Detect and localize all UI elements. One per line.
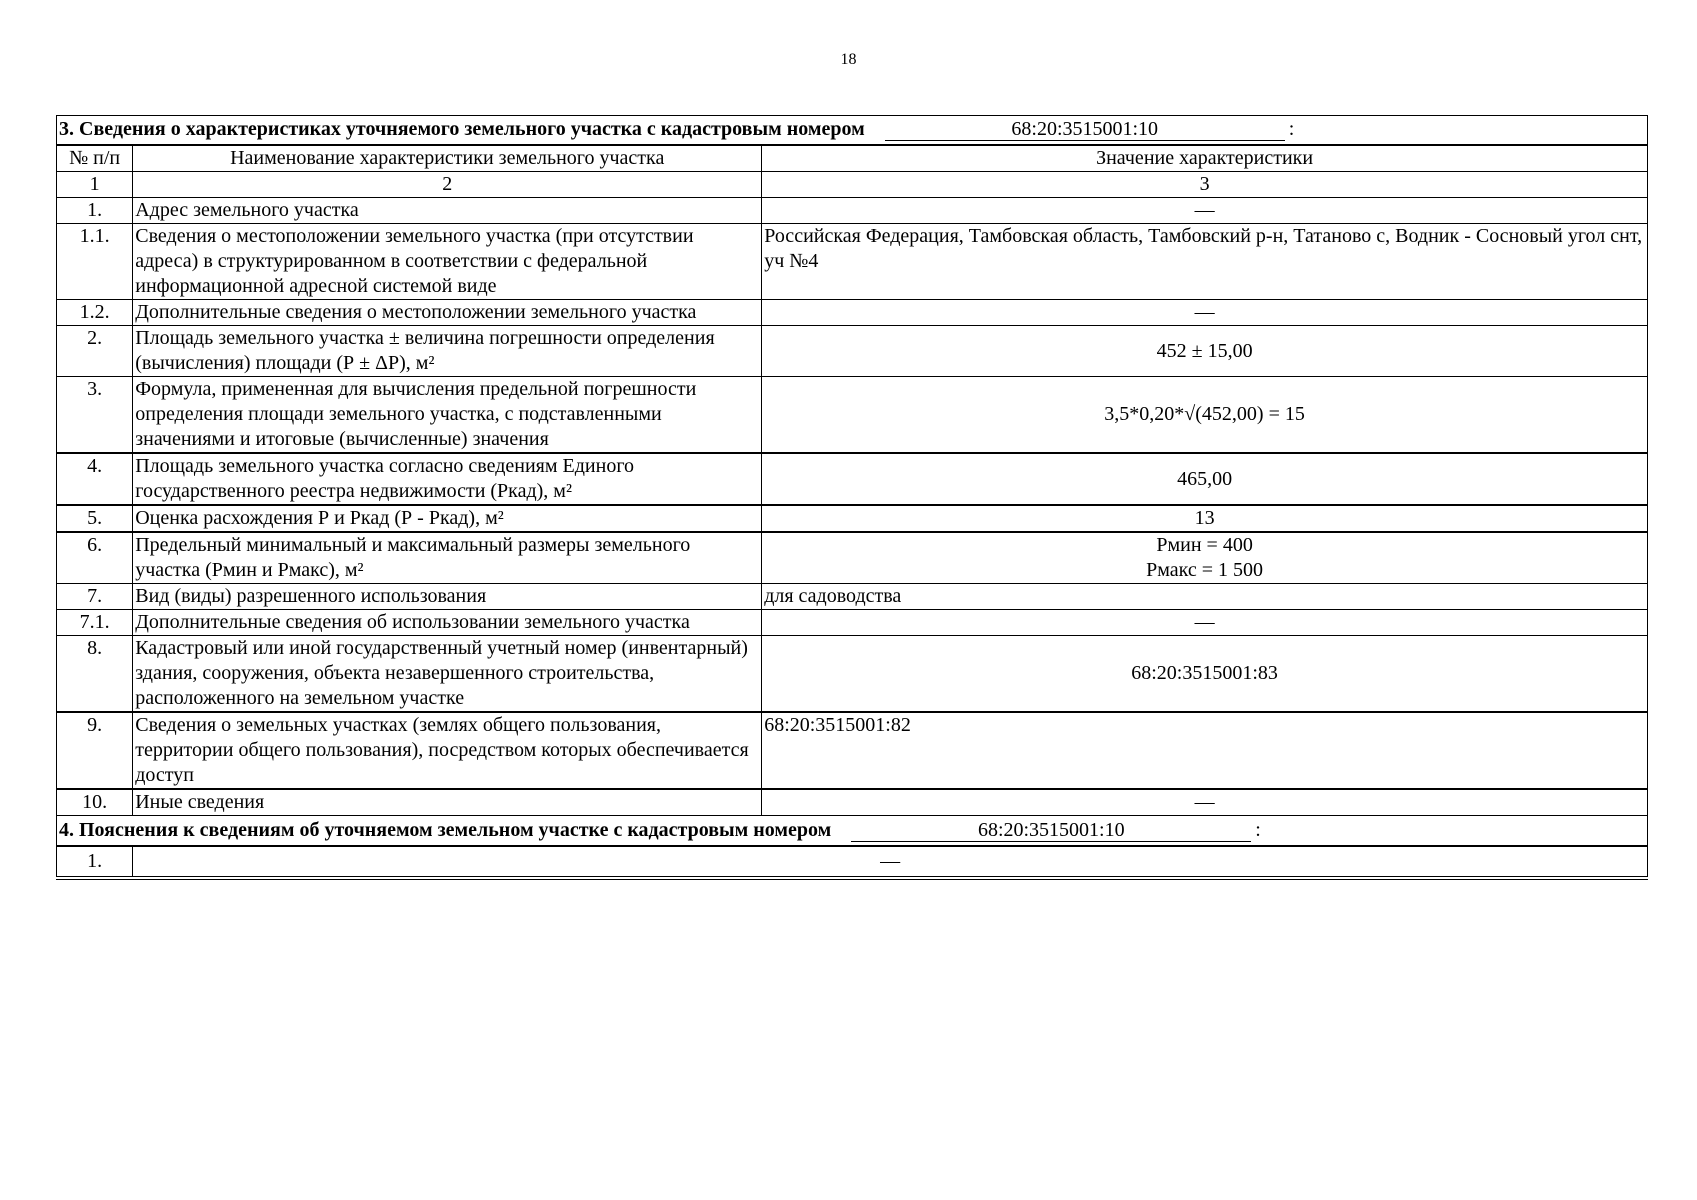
header-number: № п/п: [57, 145, 133, 172]
row-number: 1.2.: [57, 300, 133, 326]
row-name: Дополнительные сведения об использовании земельного участка: [133, 610, 762, 636]
row-name: Кадастровый или иной государственный учетный номер (инвентарный) здания, сооружения, объекта незавершенного строительства, расположенного на земельном участке: [133, 636, 762, 713]
row-name: Сведения о земельных участках (землях общего пользования, территории общего пользования), посредством которых обеспечивается доступ: [133, 712, 762, 789]
section3-header-row: [57, 116, 1648, 146]
row-number: 6.: [57, 532, 133, 584]
table-row: [57, 584, 1648, 610]
row-name: Площадь земельного участка ± величина погрешности определения (вычисления) площади (Р ± ΔР), м²: [133, 326, 762, 377]
row-number: 1.: [57, 846, 133, 878]
section4-cadastral-number: 68:20:3515001:10: [851, 819, 1251, 842]
column-numbering-row: [57, 172, 1648, 198]
row-value: —: [762, 789, 1648, 816]
land-plot-characteristics-table: [56, 115, 1648, 880]
row-number: 2.: [57, 326, 133, 377]
row-number: 9.: [57, 712, 133, 789]
row-number: 8.: [57, 636, 133, 713]
table-row: [57, 846, 1648, 878]
row-value-min: Рмин = 400: [1156, 534, 1253, 556]
table-row: [57, 453, 1648, 505]
numbering-col1: 1: [57, 172, 133, 198]
table-row: [57, 712, 1648, 789]
row-name: Формула, примененная для вычисления предельной погрешности определения площади земельного участка, с подставленными значениями и итоговые (вычисленные) значения: [133, 377, 762, 454]
row-name: Предельный минимальный и максимальный размеры земельного участка (Рмин и Рмакс), м²: [133, 532, 762, 584]
row-value: 68:20:3515001:83: [762, 636, 1648, 713]
section3-cadastral-number: 68:20:3515001:10: [885, 118, 1285, 141]
row-value: 465,00: [762, 453, 1648, 505]
row-name: Адрес земельного участка: [133, 198, 762, 224]
row-value: 3,5*0,20*√(452,00) = 15: [762, 377, 1648, 454]
row-number: 1.: [57, 198, 133, 224]
row-value: —: [762, 198, 1648, 224]
row-number: 3.: [57, 377, 133, 454]
table-row: [57, 610, 1648, 636]
row-value-max: Рмакс = 1 500: [1146, 559, 1264, 581]
row-number: 4.: [57, 453, 133, 505]
row-value: —: [133, 846, 1648, 878]
row-value: 13: [762, 505, 1648, 532]
table-row: [57, 789, 1648, 816]
row-number: 7.1.: [57, 610, 133, 636]
section4-header-row: [57, 816, 1648, 847]
row-name: Иные сведения: [133, 789, 762, 816]
table-row: [57, 377, 1648, 454]
numbering-col3: 3: [762, 172, 1648, 198]
section3-title: 3. Сведения о характеристиках уточняемого земельного участка с кадастровым номером: [59, 118, 865, 140]
table-row: [57, 326, 1648, 377]
header-characteristic-value: Значение характеристики: [762, 145, 1648, 172]
row-number: 1.1.: [57, 224, 133, 300]
row-number: 10.: [57, 789, 133, 816]
section4-title: 4. Пояснения к сведениям об уточняемом земельном участке с кадастровым номером: [59, 819, 832, 841]
row-value: для садоводства: [762, 584, 1648, 610]
table-row: [57, 300, 1648, 326]
numbering-col2: 2: [133, 172, 762, 198]
row-name: Дополнительные сведения о местоположении земельного участка: [133, 300, 762, 326]
row-value: Российская Федерация, Тамбовская область, Тамбовский р-н, Татаново с, Водник - Сосновый угол снт, уч №4: [762, 224, 1648, 300]
row-value: —: [762, 610, 1648, 636]
header-characteristic-name: Наименование характеристики земельного участка: [133, 145, 762, 172]
table-row: [57, 198, 1648, 224]
row-name: Сведения о местоположении земельного участка (при отсутствии адреса) в структурированном в соответствии с федеральной информационной адресной системой виде: [133, 224, 762, 300]
column-header-row: [57, 145, 1648, 172]
row-number: 7.: [57, 584, 133, 610]
page-number: 18: [840, 51, 857, 68]
row-name: Площадь земельного участка согласно сведениям Единого государственного реестра недвижимости (Ркад), м²: [133, 453, 762, 505]
table-row: [57, 532, 1648, 584]
row-value: 68:20:3515001:82: [762, 712, 1648, 789]
row-value: —: [762, 300, 1648, 326]
row-number: 5.: [57, 505, 133, 532]
row-name: Оценка расхождения Р и Ркад (Р - Ркад), м²: [133, 505, 762, 532]
table-row: [57, 636, 1648, 713]
row-name: Вид (виды) разрешенного использования: [133, 584, 762, 610]
section3-colon: :: [1288, 118, 1295, 140]
row-value-pair: [762, 532, 1648, 584]
table-row: [57, 224, 1648, 300]
row-value: 452 ± 15,00: [762, 326, 1648, 377]
section4-colon: :: [1255, 819, 1261, 841]
table-row: [57, 505, 1648, 532]
